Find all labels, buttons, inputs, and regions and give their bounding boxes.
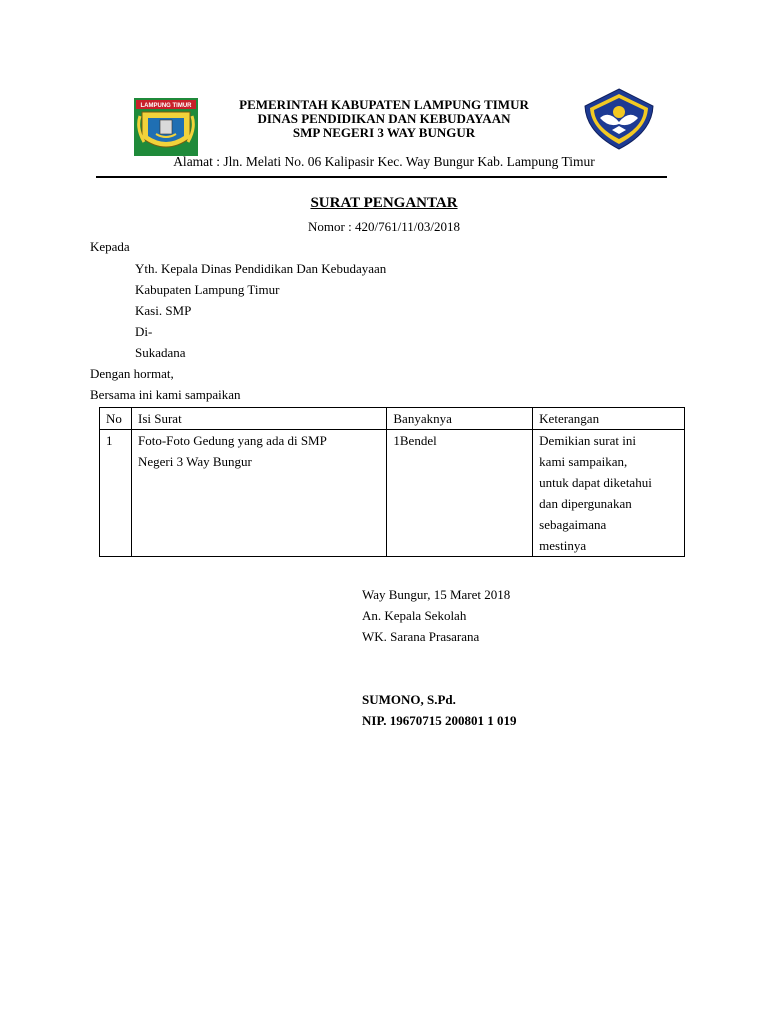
- cell-keterangan: [533, 430, 685, 557]
- letterhead-school: SMP NEGERI 3 WAY BUNGUR: [292, 125, 476, 140]
- cell-line: kami sampaikan,: [539, 454, 628, 469]
- header-isi-surat: Isi Surat: [131, 408, 386, 430]
- recipient-line: Di-: [135, 324, 153, 339]
- cell-line: untuk dapat diketahui: [539, 475, 652, 490]
- lampung-timur-logo-icon: [134, 98, 198, 156]
- table-header-row: [100, 408, 685, 430]
- logo-left-caption: LAMPUNG TIMUR: [140, 103, 192, 109]
- signature-position: WK. Sarana Prasarana: [362, 629, 480, 644]
- letterhead-address: Alamat : Jln. Melati No. 06 Kalipasir Kec. Way Bungur Kab. Lampung Timur: [173, 154, 595, 169]
- signatory-name: SUMONO, S.Pd.: [362, 692, 456, 707]
- recipient-kepada: Kepada: [90, 239, 130, 254]
- signature-on-behalf: An. Kepala Sekolah: [362, 608, 467, 623]
- recipient-line: Kabupaten Lampung Timur: [135, 282, 280, 297]
- signatory-nip: NIP. 19670715 200801 1 019: [362, 713, 517, 728]
- cell-line: Foto-Foto Gedung yang ada di SMP: [137, 433, 327, 448]
- cell-isi-surat: [131, 430, 386, 557]
- intro-text: Bersama ini kami sampaikan: [90, 387, 241, 402]
- items-table: [99, 407, 685, 557]
- table-row: [100, 430, 685, 557]
- salutation: Dengan hormat,: [90, 366, 174, 381]
- tut-wuri-handayani-logo-icon: [582, 88, 656, 150]
- signature-place-date: Way Bungur, 15 Maret 2018: [362, 587, 511, 602]
- cell-line: Demikian surat ini: [539, 433, 636, 448]
- letterhead-department: DINAS PENDIDIKAN DAN KEBUDAYAAN: [257, 111, 511, 126]
- header-banyaknya: Banyaknya: [387, 408, 533, 430]
- cell-line: Negeri 3 Way Bungur: [137, 454, 252, 469]
- recipient-line: Kasi. SMP: [135, 303, 192, 318]
- document-title: SURAT PENGANTAR: [310, 195, 458, 211]
- letterhead-government: PEMERINTAH KABUPATEN LAMPUNG TIMUR: [239, 97, 529, 112]
- letterhead-divider: [96, 176, 667, 178]
- cell-line: dan dipergunakan: [539, 496, 632, 511]
- header-no: No: [100, 408, 132, 430]
- cell-no: 1: [100, 430, 132, 557]
- recipient-line: Sukadana: [135, 345, 186, 360]
- recipient-line: Yth. Kepala Dinas Pendidikan Dan Kebudayaan: [135, 261, 387, 276]
- header-keterangan: Keterangan: [533, 408, 685, 430]
- document-number: Nomor : 420/761/11/03/2018: [308, 219, 460, 234]
- cell-line: mestinya: [539, 538, 587, 553]
- cell-line: sebagaimana: [539, 517, 607, 532]
- cell-banyaknya: 1Bendel: [387, 430, 533, 557]
